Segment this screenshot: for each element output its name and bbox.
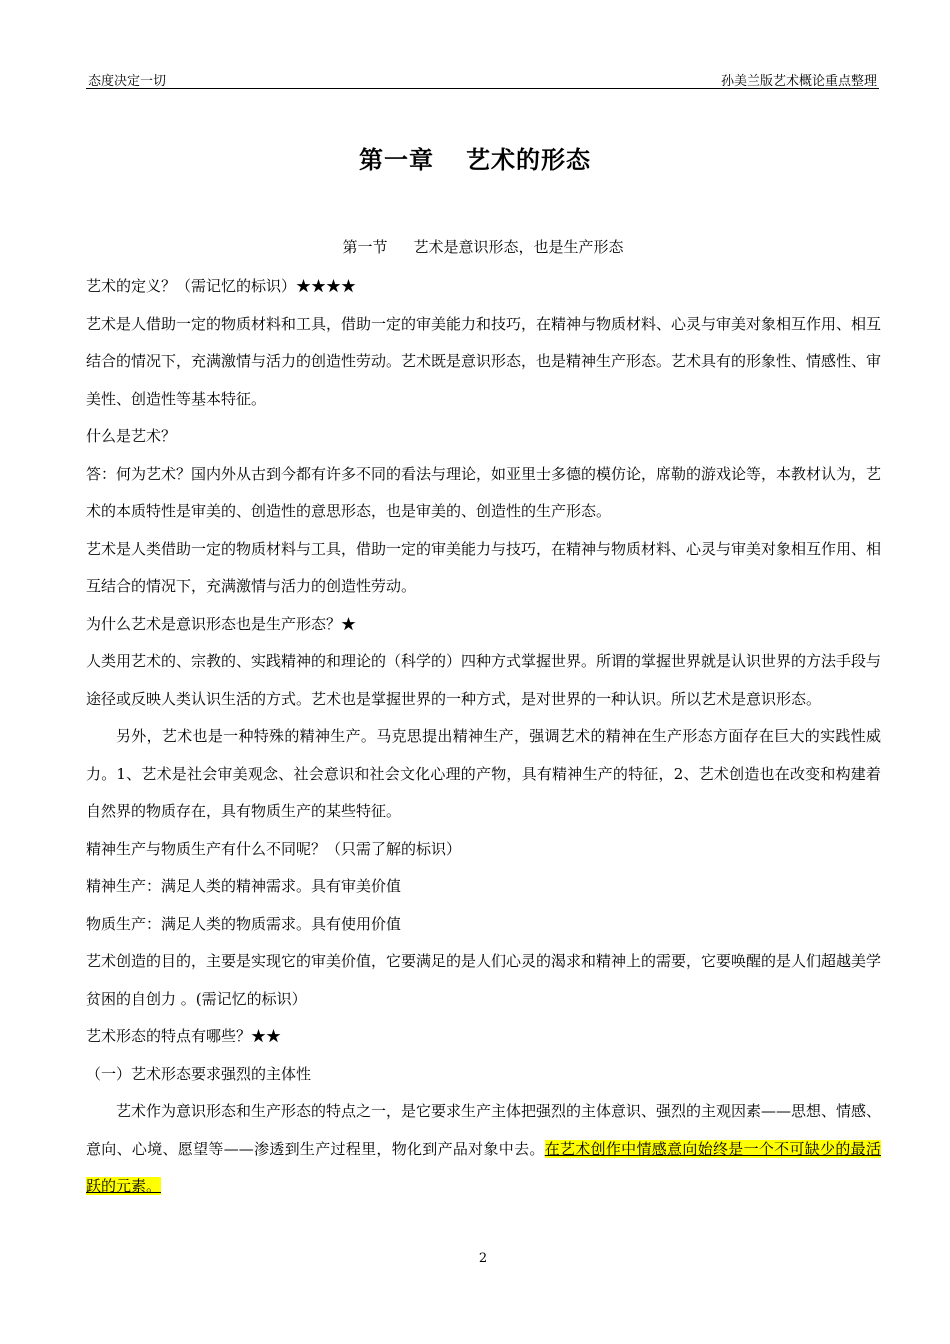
- body-paragraph: 艺术是人类借助一定的物质材料与工具，借助一定的审美能力与技巧，在精神与物质材料、心灵与审美对象相互作用、相互结合的情况下，充满激情与活力的创造性劳动。: [86, 539, 882, 595]
- body-paragraph: 艺术创造的目的，主要是实现它的审美价值，它要满足的是人们心灵的渴求和精神上的需要，它要唤醒的是人们超越美学贫困的自创力 。(需记忆的标识）: [86, 952, 882, 1008]
- subsection-heading: （一）艺术形态要求强烈的主体性: [86, 1064, 312, 1083]
- chapter-name: 艺术的形态: [466, 146, 591, 174]
- chapter-title: [0, 140, 950, 175]
- body-paragraph: 人类用艺术的、宗教的、实践精神的和理论的（科学的）四种方式掌握世界。所谓的掌握世界就是认识世界的方法手段与途径或反映人类认识生活的方式。艺术也是掌握世界的一种方式，是对世界的一种认识。所以艺术是意识形态。: [86, 652, 882, 708]
- chapter-number: 第一章: [359, 146, 434, 174]
- body-paragraph: [86, 1093, 881, 1206]
- header-left-text: 态度决定一切: [88, 74, 167, 89]
- question-heading: 艺术的定义？（需记忆的标识）★★★★: [86, 277, 357, 295]
- section-name: 艺术是意识形态，也是生产形态: [413, 238, 624, 256]
- question-heading: 精神生产与物质生产有什么不同呢？（只需了解的标识）: [86, 839, 462, 858]
- body-text: 艺术作为意识形态和生产形态的特点之一，是它要求生产主体把强烈的主体意识、强烈的主观因素——思想、情感、意向、心境、愿望等——渗透到生产过程里，物化到产品对象中去。: [86, 1102, 882, 1158]
- question-heading: 为什么艺术是意识形态也是生产形态？★: [86, 614, 357, 633]
- page-header: [86, 68, 879, 89]
- document-body: [86, 268, 881, 1206]
- page-number: 2: [478, 1251, 488, 1266]
- section-heading: [0, 236, 950, 257]
- section-label: 第一节: [342, 238, 388, 256]
- body-paragraph: 另外，艺术也是一种特殊的精神生产。马克思提出精神生产，强调艺术的精神在生产形态方面存在巨大的实践性威力。1、艺术是社会审美观念、社会意识和社会文化心理的产物，具有精神生产的特征，2、艺术创造也在改变和构建着自然界的物质存在，具有物质生产的某些特征。: [86, 727, 881, 820]
- header-right-text: 孙美兰版艺术概论重点整理: [720, 74, 877, 89]
- body-line: 精神生产：满足人类的精神需求。具有审美价值: [86, 877, 402, 895]
- body-paragraph: 艺术是人借助一定的物质材料和工具，借助一定的审美能力和技巧，在精神与物质材料、心灵与审美对象相互作用、相互结合的情况下，充满激情与活力的创造性劳动。艺术既是意识形态，也是精神生产形态。艺术具有的形象性、情感性、审美性、创造性等基本特征。: [86, 314, 882, 408]
- highlighted-text: 在艺术创作中情感意向始终是一个不可缺少的最活跃的元素。: [86, 1139, 881, 1195]
- body-paragraph: 答：何为艺术？国内外从古到今都有许多不同的看法与理论，如亚里士多德的模仿论，席勒的游戏论等，本教材认为，艺术的本质特性是审美的、创造性的意思形态，也是审美的、创造性的生产形态。: [86, 464, 882, 520]
- question-heading: 艺术形态的特点有哪些？★★: [86, 1027, 282, 1045]
- body-line: 物质生产：满足人类的物质需求。具有使用价值: [86, 914, 402, 933]
- question-heading: 什么是艺术？: [86, 427, 177, 445]
